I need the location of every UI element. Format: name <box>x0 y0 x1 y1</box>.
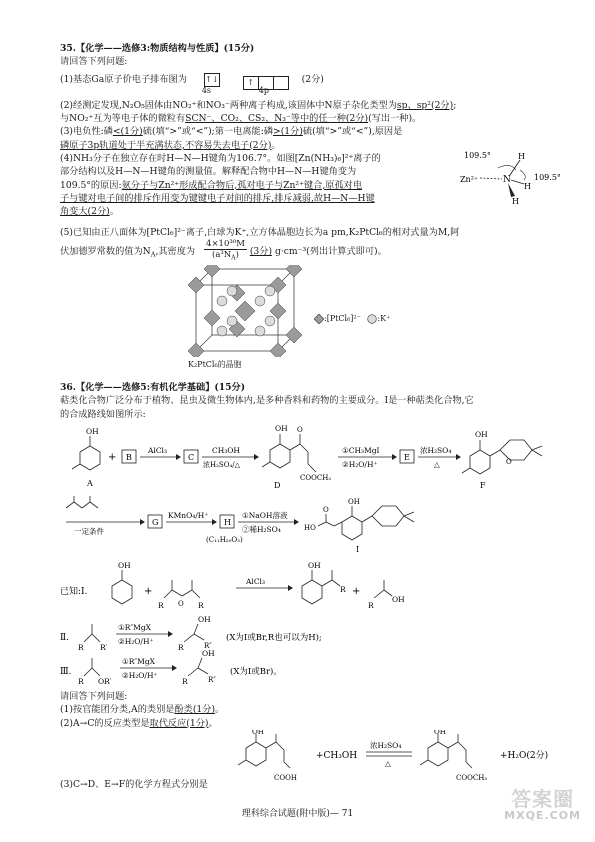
q35-p3-text3: 硫(填“>”或“<”),原因是 <box>302 126 403 138</box>
zn-nh3-bond-angle-figure <box>458 148 572 210</box>
legend-ptcl-text: :[PtCl₆]²⁻ <box>324 314 361 324</box>
orbital-label-4s: 4s <box>201 85 212 95</box>
watermark-logo: 答案圈 <box>511 787 575 811</box>
eq-product-d <box>420 730 487 782</box>
known-3-reagent1: ①R″MgX <box>122 657 155 666</box>
q36-q1-answer: 酚类(1分) <box>174 704 216 716</box>
fig-angle-arc-2 <box>520 170 525 180</box>
known-1-r2: R <box>198 601 204 610</box>
q35-p3-end: 。 <box>271 139 281 151</box>
q35-p5-text3: g·cm⁻³(列出计算式即可)。 <box>274 246 387 258</box>
octahedron <box>204 265 220 277</box>
q35-p2-answer2: SCN⁻、CO₂、CS₂、N₃⁻等中的任一种(2分) <box>185 113 369 125</box>
reagent-heat: △ <box>434 460 440 469</box>
q35-p4-end: 。 <box>109 206 119 218</box>
k-ion <box>265 286 275 296</box>
known-3-product-r: R <box>182 677 188 686</box>
known-1-acid <box>368 580 405 610</box>
known-2-label: Ⅱ. <box>60 633 69 643</box>
reagent-dilute-h2so4: ②稀H₂SO₄ <box>242 525 281 534</box>
q36-intro-line2: 的合成路线如图所示: <box>60 408 146 420</box>
eq-product-tail: +H₂O(2分) <box>500 751 549 761</box>
synthesis-route-row1 <box>60 420 572 492</box>
q35-p4-line1: (4)NH₃分子在独立存在时H—N—H键角为106.7°。如图[Zn(NH₃)₆]²⁺离子的 <box>60 153 381 165</box>
q35-p4-line2: 部分结构以及H—N—H键角的测量值。解释配合物中H—N—H键角变为 <box>60 166 357 178</box>
q35-p5-sub-a: A <box>150 251 156 260</box>
known-1-acid-r: R <box>368 601 374 610</box>
f-o-label: O <box>506 458 512 466</box>
d-oh-label: OH <box>275 424 288 433</box>
density-den-text: (a³N <box>212 250 232 261</box>
octahedron <box>235 301 255 321</box>
fig-h-label-2: H <box>524 182 531 192</box>
legend-k-text: :K⁺ <box>377 314 391 324</box>
q35-p2-text1: (2)经测定发现,N₂O₅固体由NO₂⁺和NO₃⁻两种离子构成,该固体中N原子杂化类型为 <box>60 99 397 111</box>
density-fraction <box>204 239 247 261</box>
fig-nh-bond-3 <box>508 183 515 197</box>
reagent-h2o-h: ②H₂O/H⁺ <box>342 460 378 469</box>
orbital-label-4p: 4p <box>258 85 269 95</box>
known-1-product <box>302 561 346 604</box>
known-3-label: Ⅲ. <box>60 667 72 677</box>
known-2-reagent1: ①R″MgX <box>118 623 151 632</box>
q35-p5-score: (3分) <box>249 246 273 258</box>
label-g: G <box>152 518 159 527</box>
k-ion <box>227 316 237 326</box>
fig-n-label: N <box>503 175 511 186</box>
k-ion <box>227 286 237 296</box>
known-1-oh: OH <box>118 561 131 570</box>
known-1-phenol <box>112 561 132 604</box>
known-2-r: R <box>78 643 84 652</box>
octahedron-legend-icon <box>314 314 324 324</box>
eq-cond-bottom: △ <box>385 759 391 768</box>
k-ion <box>217 326 227 336</box>
reagent-h2so4-heat: 浓H₂SO₄/△ <box>203 461 240 469</box>
reagent-ch3mgi: ①CH₃MgI <box>342 446 380 455</box>
q36-q2-end: 。 <box>208 717 218 729</box>
watermark <box>504 788 581 822</box>
known-2-ketone <box>78 624 108 652</box>
k-ion <box>255 296 265 306</box>
orbital-box-4s: ↑↓ <box>204 73 220 87</box>
eq-reactant-c <box>238 730 297 782</box>
k2ptcl6-unit-cell-diagram <box>182 265 308 357</box>
known-2-rp: R′ <box>100 643 108 652</box>
known-2-product-r: R <box>178 643 184 652</box>
i-o-label: O <box>323 506 329 514</box>
watermark-site: MXQE.COM <box>504 809 581 822</box>
q35-p4-line3: 109.5°的原因: <box>60 179 122 191</box>
q35-title: 35.【化学——选修3:物质结构与性质】(15分) <box>60 43 255 54</box>
k-ion-legend-icon <box>367 314 377 324</box>
k-ion <box>265 316 275 326</box>
q36-question-intro: 请回答下列问题: <box>60 691 128 702</box>
label-c: C <box>188 453 195 462</box>
q35-part1 <box>60 69 572 99</box>
q35-intro: 请回答下列问题: <box>60 56 128 68</box>
d-cooch3-label: COOCH₃ <box>300 474 332 482</box>
density-numerator: 4×10³⁰M <box>206 239 245 250</box>
q35-part3-line1 <box>60 125 572 138</box>
known-2-reagent2: ②H₂O/H⁺ <box>118 637 154 646</box>
known-3-r: R <box>78 677 84 686</box>
known-2-note: (X为I或Br,R也可以为H); <box>226 633 322 643</box>
reagent-condition: 一定条件 <box>74 527 104 536</box>
reagent-alcl3: AlCl₃ <box>148 446 167 455</box>
fig-h-label-3: H <box>512 197 519 207</box>
known-1-alcl3: AlCl₃ <box>246 577 265 586</box>
q35-part4 <box>60 152 572 224</box>
label-f: F <box>480 481 486 490</box>
q36-block <box>60 381 572 421</box>
known-3-product <box>182 649 216 686</box>
known-3-product-rpp: R″ <box>208 676 216 684</box>
octahedron <box>204 310 220 326</box>
q35-p3-answer3: 磷原子3p轨道处于半充满状态,不容易失去电子(2分) <box>60 139 272 151</box>
fig-nh-bond-2 <box>511 180 524 184</box>
q36-intro-line1: 萜类化合物广泛分布于植物、昆虫及微生物体内,是多种香料和药物的主要成分。I是一种萜类化合物,它 <box>60 395 474 407</box>
q35-part2-line1 <box>60 99 572 112</box>
known-2-product-rpp: R″ <box>204 642 212 650</box>
i-ho-label: HO <box>304 524 316 532</box>
compound-d-structure <box>262 424 331 482</box>
k-ion <box>217 296 227 306</box>
known-1-plus: + <box>144 586 153 597</box>
known-1-acid-oh: OH <box>392 595 405 604</box>
orbital-box-4p-1: ↑ <box>243 76 259 90</box>
q36-q1 <box>60 703 572 716</box>
synthesis-route-row2 <box>60 494 572 556</box>
d-o-label: O <box>297 426 303 434</box>
q36-q2-answer: 取代反应(1分) <box>149 717 209 729</box>
q35-p5-line2 <box>60 239 572 261</box>
i-oh-label: OH <box>348 498 360 506</box>
label-a: A <box>87 479 93 488</box>
density-den-sub: A <box>231 255 236 262</box>
fig-nh-bond-1 <box>510 160 520 175</box>
fig-angle-right: 109.5° <box>534 173 561 183</box>
q35-p4-answer-l1: 氨分子与Zn²⁺形成配合物后,孤对电子与Zn²⁺键合,原孤对电 <box>121 179 363 191</box>
orbital-box-4p-3 <box>274 76 289 90</box>
known-3-reagent2: ②H₂O/H⁺ <box>122 671 158 680</box>
orbital-4p <box>241 69 299 97</box>
plus-sign: + <box>108 452 117 463</box>
eq-c-oh: OH <box>252 730 264 736</box>
q35-p5-text2: ,其密度为 <box>155 246 196 258</box>
known-3-ester <box>78 658 112 686</box>
q35-p3-text2: 硫(填“>”或“<”);第一电离能:磷 <box>142 126 273 138</box>
f-oh-label: OH <box>475 430 488 439</box>
label-b: B <box>126 453 132 462</box>
crystal-caption: K₂PtCl₆的晶胞 <box>188 360 242 370</box>
compound-i-structure <box>304 498 414 540</box>
orbital-4s <box>196 69 226 97</box>
h-formula: (C₁₁H₂₀O₃) <box>206 536 243 544</box>
compound-a-structure <box>72 427 100 470</box>
known-1-r1: R <box>158 601 164 610</box>
fig-h-label-1: H <box>518 152 525 162</box>
q35-p5-text1: 伏加德罗常数的值为N <box>60 246 151 258</box>
crystal-figure <box>60 261 572 371</box>
known-1-anhydride <box>158 580 204 610</box>
label-d: D <box>274 481 281 490</box>
fig-zn-label: Zn²⁺ <box>460 175 479 185</box>
crystal-legend <box>314 313 390 325</box>
q35-p2-text1b: ; <box>453 99 457 111</box>
label-h: H <box>224 518 231 527</box>
equation-c-to-d <box>60 730 572 784</box>
eq-cond-top: 浓H₂SO₄ <box>370 741 402 750</box>
q36-q3-text: (3)C→D、E→F的化学方程式分别是 <box>60 779 208 790</box>
known-3-or: OR′ <box>98 677 112 686</box>
q35-p2-answer1: sp、sp²(2分) <box>396 99 454 111</box>
eq-d-oh: OH <box>434 730 446 736</box>
k-ion <box>255 326 265 336</box>
reagent-ch3oh: CH₃OH <box>212 446 240 455</box>
q35-p3-answer2: >(1分) <box>273 126 303 138</box>
reagent-naoh: ①NaOH溶液 <box>242 511 288 520</box>
q36-q2-text: (2)A→C的反应类型是 <box>60 717 150 729</box>
density-den-end: ) <box>235 250 239 261</box>
q35-p2-text2b: (写出一种)。 <box>368 113 422 125</box>
q35-part2-line2 <box>60 112 572 125</box>
octahedra-group <box>188 265 302 357</box>
fig-angle-top: 109.5° <box>464 151 491 161</box>
known-2-product <box>178 615 212 652</box>
label-i: I <box>356 545 360 554</box>
known-reactions <box>60 558 572 688</box>
density-denominator <box>204 250 247 261</box>
q35-p1-score: (2分) <box>301 73 324 85</box>
known-2-product-oh: OH <box>198 615 211 624</box>
eq-d-cooch3: COOCH₃ <box>456 774 488 782</box>
q36-q3 <box>60 778 572 791</box>
known-1-label: 已知:Ⅰ. <box>60 587 88 597</box>
octahedron <box>286 265 302 277</box>
q36-q1-end: 。 <box>215 704 225 716</box>
eq-plus-ch3oh: +CH₃OH <box>316 751 358 761</box>
reagent-kmno4: KMnO₄/H⁺ <box>168 511 209 520</box>
page-footer: 理科综合试题(附中版)— 71 <box>241 809 354 819</box>
a-oh-label: OH <box>86 427 99 436</box>
q36-title: 36.【化学——选修5:有机化学基础】(15分) <box>60 382 246 393</box>
fig-coord-bond <box>480 178 502 179</box>
q36-questions <box>60 690 572 730</box>
q35-block <box>60 42 572 371</box>
known-1-product-oh: OH <box>308 561 321 570</box>
q35-p4-answer-l3: 角变大(2分) <box>60 206 110 218</box>
q35-p3-answer1: <(1分) <box>112 126 143 138</box>
q36-q2 <box>60 717 572 730</box>
known-3-note: (X为I或Br)。 <box>230 667 282 677</box>
known-1-o: O <box>178 600 184 608</box>
q35-p2-text2: 与NO₂⁺互为等电子体的微粒有 <box>60 113 186 125</box>
known-3-product-oh: OH <box>202 649 215 658</box>
reagent-conc-h2so4: 浓H₂SO₄ <box>420 446 452 455</box>
label-e: E <box>404 453 410 462</box>
anhydride-structure <box>66 496 98 508</box>
q35-p1-text: (1)基态Ga原子价电子排布图为 <box>60 73 187 85</box>
known-1-product-r: R <box>340 585 346 594</box>
q35-p3-text1: (3)电负性:磷 <box>60 126 113 138</box>
compound-f-structure <box>462 430 542 474</box>
known-1-plus-2: + <box>352 586 361 597</box>
q36-q1-text: (1)按官能团分类,A的类别是 <box>60 704 175 716</box>
q35-p5-line1: (5)已知由正八面体为[PtCl₆]²⁻离子,白球为K⁺,立方体晶胞边长为a pm,K₂PtCl₆的相对式量为M,阿 <box>60 227 460 239</box>
q35-p4-answer-l2: 子与键对电子间的排斥作用变为键键电子对间的排斥,排斥减弱,故H—N—H键 <box>60 193 375 205</box>
eq-c-cooh: COOH <box>274 774 297 782</box>
